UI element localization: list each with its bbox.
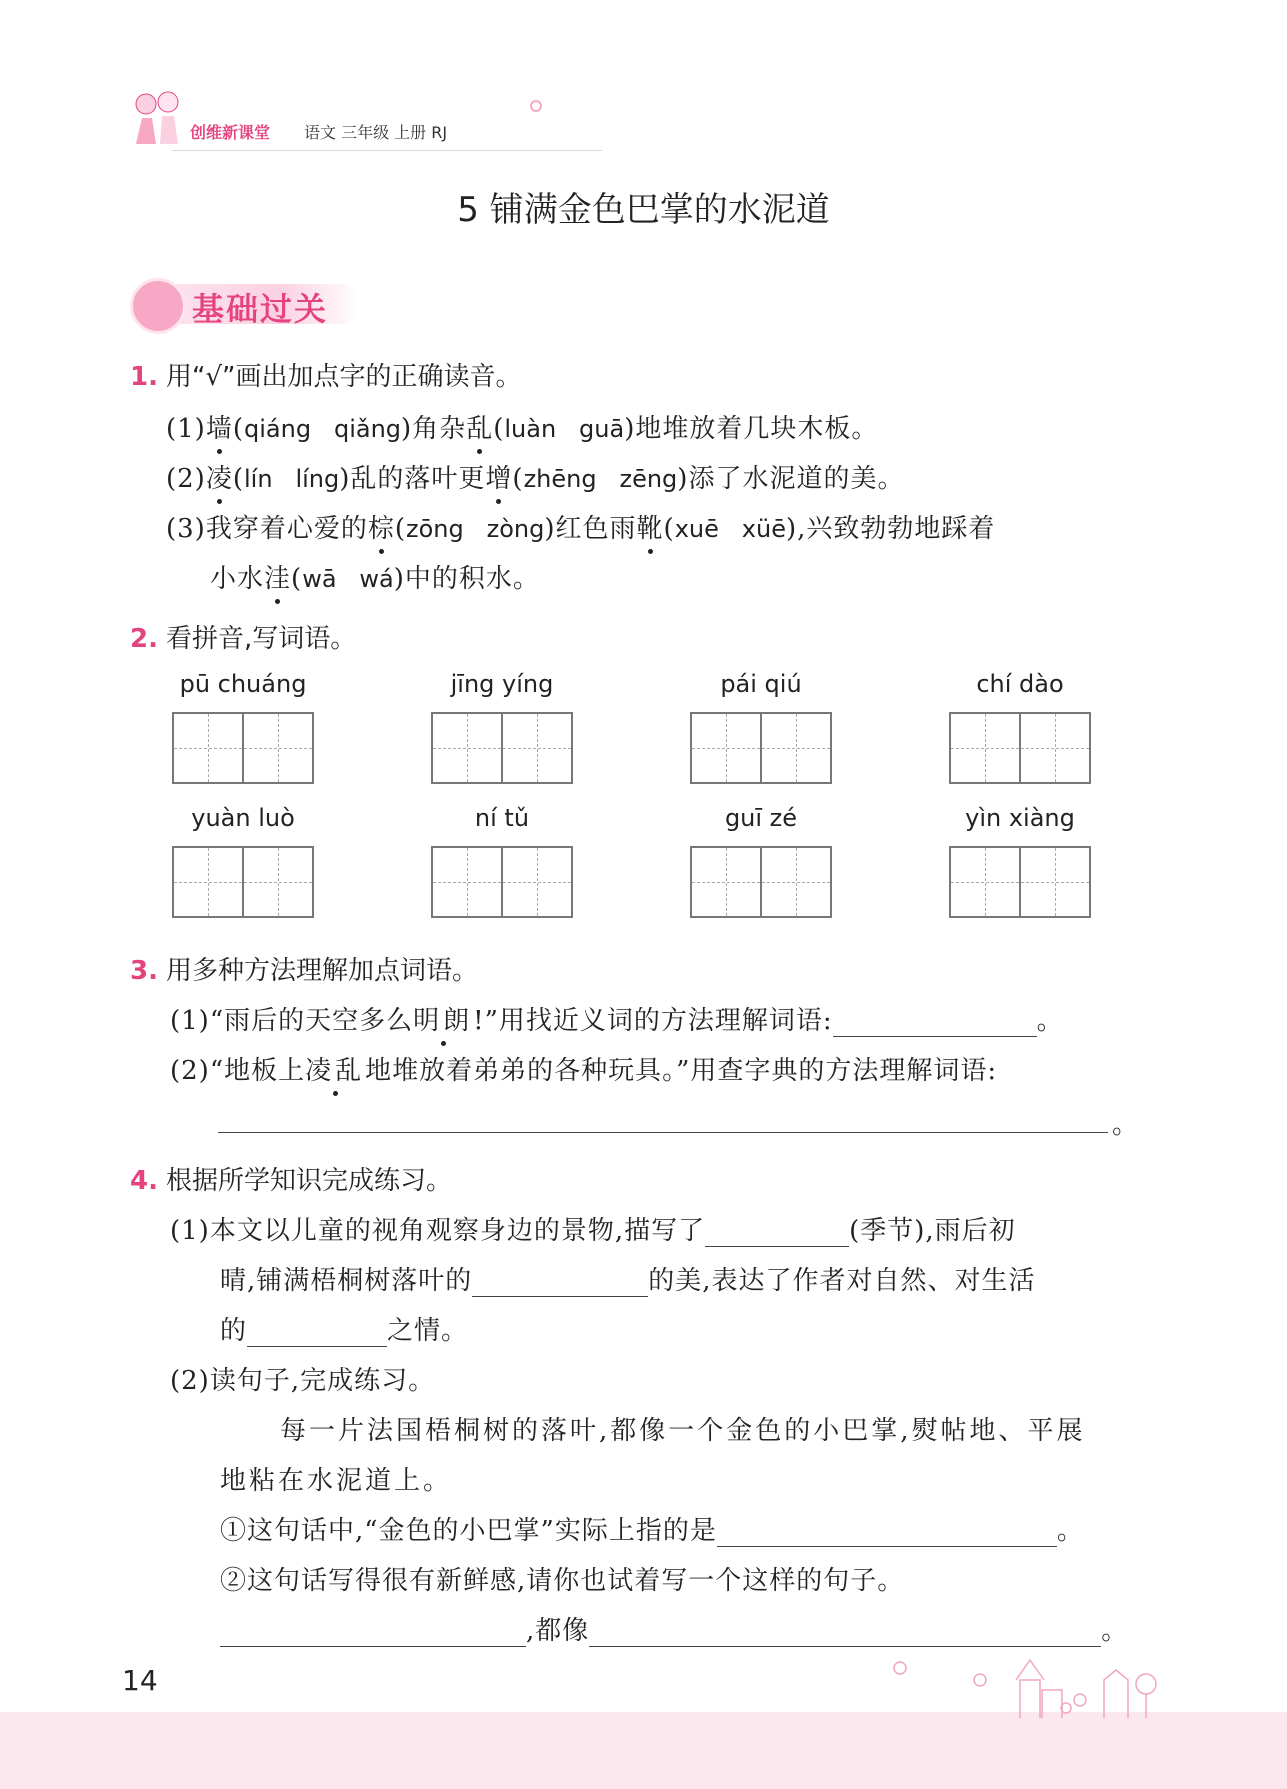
text: 小水 <box>210 564 265 594</box>
question-1-heading <box>130 356 521 393</box>
text: ),兴致勃勃地踩着 <box>785 514 996 544</box>
item-label: (1) <box>166 414 206 444</box>
question-text: 用多种方法理解加点词语。 <box>165 956 478 986</box>
book-info: 语文 三年级 上册 RJ <box>304 123 448 142</box>
pinyin-label: yìn xiàng <box>965 804 1075 832</box>
question-number: 3. <box>130 956 158 986</box>
text: )红色雨 <box>544 514 637 544</box>
writing-grid[interactable] <box>172 712 314 784</box>
pinyin-option[interactable]: líng <box>295 465 340 493</box>
pinyin-writing-box <box>431 670 573 784</box>
paren: ( <box>493 414 505 444</box>
writing-grid[interactable] <box>949 846 1091 918</box>
header-divider <box>172 150 602 151</box>
text: 的 <box>220 1316 248 1346</box>
text: !”用找近义词的方法理解词语: <box>473 1006 833 1036</box>
text: 之情。 <box>387 1316 469 1346</box>
writing-grid[interactable] <box>690 712 832 784</box>
text: 。 <box>1101 1616 1129 1646</box>
sub-question-2: (2)读句子,完成练习。 <box>170 1366 436 1396</box>
answer-blank[interactable] <box>589 1618 1101 1647</box>
pinyin-option[interactable]: luàn <box>504 415 557 443</box>
pinyin-option[interactable]: xüē <box>741 515 786 543</box>
dotted-word: 凌乱 <box>305 1050 365 1087</box>
q1-item-1 <box>166 408 878 445</box>
text: 地堆放着弟弟的各种玩具。”用查字典的方法理解词语: <box>365 1056 998 1086</box>
pinyin-label: jīng yíng <box>450 670 554 698</box>
writing-grid[interactable] <box>690 846 832 918</box>
item-label: (3)我穿着心爱的 <box>166 514 368 544</box>
footer-band <box>0 1712 1287 1789</box>
dotted-char: 增 <box>485 458 512 495</box>
question-text: 根据所学知识完成练习。 <box>165 1166 452 1196</box>
pinyin-label: pái qiú <box>720 670 802 698</box>
pinyin-writing-box <box>690 804 832 918</box>
text: )地堆放着几块木板。 <box>624 414 879 444</box>
castle-decoration-icon <box>870 1650 1170 1720</box>
answer-blank[interactable] <box>705 1218 849 1247</box>
paren: ( <box>232 414 245 444</box>
writing-grid[interactable] <box>431 846 573 918</box>
dotted-char: 凌 <box>206 458 233 495</box>
question-text: 用“√”画出加点字的正确读音。 <box>165 362 522 392</box>
text: )添了水泥道的美。 <box>677 464 905 494</box>
text: )中的积水。 <box>393 564 540 594</box>
writing-grid[interactable] <box>172 846 314 918</box>
paren: ( <box>394 514 407 544</box>
pinyin-writing-box <box>949 670 1091 784</box>
pinyin-writing-box <box>172 804 314 918</box>
text: 。 <box>1112 1110 1140 1140</box>
q3-line-2 <box>170 1050 997 1087</box>
question-number: 1. <box>130 362 158 392</box>
pinyin-writing-box <box>431 804 573 918</box>
pinyin-option[interactable]: zēng <box>619 465 678 493</box>
text: (季节),雨后初 <box>849 1216 1016 1246</box>
paren: ( <box>291 564 303 594</box>
answer-blank[interactable] <box>247 1318 387 1347</box>
q4-para-1-line-3 <box>220 1310 468 1347</box>
text: 晴,铺满梧桐树落叶的 <box>220 1266 473 1296</box>
pinyin-option[interactable]: zōng <box>406 515 464 543</box>
answer-blank[interactable] <box>218 1100 1108 1133</box>
answer-blank[interactable] <box>717 1518 1057 1547</box>
quoted-sentence: 每一片法国梧桐树的落叶,都像一个金色的小巴掌,熨帖地、平展 <box>280 1416 1086 1446</box>
question-3-heading <box>130 950 478 987</box>
pinyin-option[interactable]: lín <box>244 465 273 493</box>
text: (1)“雨后的天空多么 <box>170 1006 414 1036</box>
page-header <box>128 84 628 154</box>
pinyin-label: chí dào <box>976 670 1064 698</box>
text: )乱的落叶更 <box>339 464 486 494</box>
pinyin-writing-box <box>172 670 314 784</box>
paren: ( <box>512 464 524 494</box>
pinyin-option[interactable]: xuē <box>674 515 719 543</box>
answer-blank[interactable] <box>833 1008 1037 1037</box>
q4-para-1-line-1 <box>170 1210 1016 1247</box>
text: )角杂 <box>401 414 467 444</box>
dotted-char: 墙 <box>206 408 233 445</box>
paren: ( <box>663 514 675 544</box>
text: 的美,表达了作者对自然、对生活 <box>648 1266 1036 1296</box>
question-2-heading <box>130 618 356 655</box>
pinyin-option[interactable]: zhēng <box>523 465 597 493</box>
paren: ( <box>232 464 245 494</box>
q4-para-1-line-2 <box>220 1260 1036 1297</box>
question-4-heading <box>130 1160 452 1197</box>
q4-item-2-answer <box>220 1610 1128 1647</box>
text: 。 <box>1036 1006 1064 1036</box>
pinyin-label: guī zé <box>724 804 798 832</box>
question-number: 4. <box>130 1166 158 1196</box>
pinyin-option[interactable]: wá <box>359 565 394 593</box>
pinyin-option[interactable]: qiáng <box>244 415 312 443</box>
flower-icon <box>526 96 546 116</box>
text: 。 <box>1056 1516 1084 1546</box>
dotted-char: 乱 <box>466 408 493 445</box>
dotted-char: 洼 <box>264 558 291 595</box>
dotted-word: 明朗 <box>413 1000 473 1037</box>
badge-avatar-icon <box>130 278 186 334</box>
text: (1)本文以儿童的视角观察身边的景物,描写了 <box>170 1216 706 1246</box>
q4-item-1 <box>220 1510 1084 1547</box>
question-number: 2. <box>130 624 158 654</box>
q1-item-3-continued <box>210 558 540 595</box>
text: ,都像 <box>526 1616 590 1646</box>
pinyin-writing-box <box>949 804 1091 918</box>
q3-line-1 <box>170 1000 1064 1037</box>
page-number: 14 <box>122 1664 158 1697</box>
brand-name: 创维新课堂 <box>190 123 271 142</box>
q1-item-2 <box>166 458 904 495</box>
children-mascot-icon <box>128 84 188 150</box>
section-badge <box>130 274 380 330</box>
answer-blank[interactable] <box>220 1618 526 1647</box>
pinyin-option[interactable]: wā <box>302 565 337 593</box>
answer-blank[interactable] <box>472 1268 648 1297</box>
writing-grid[interactable] <box>431 712 573 784</box>
question-text: 看拼音,写词语。 <box>165 624 357 654</box>
q1-item-3 <box>166 508 995 545</box>
writing-grid[interactable] <box>949 712 1091 784</box>
dotted-char: 靴 <box>637 508 664 545</box>
pinyin-writing-box <box>690 670 832 784</box>
pinyin-label: pū chuáng <box>179 670 307 698</box>
pinyin-label: yuàn luò <box>191 804 295 832</box>
section-title: 基础过关 <box>192 290 329 328</box>
item-label: (2) <box>166 464 206 494</box>
text: ①这句话中,“金色的小巴掌”实际上指的是 <box>220 1516 717 1546</box>
page-title: 5 铺满金色巴掌的水泥道 <box>457 190 830 230</box>
q4-item-2: ②这句话写得很有新鲜感,请你也试着写一个这样的句子。 <box>220 1566 905 1596</box>
quoted-sentence: 地粘在水泥道上。 <box>220 1466 453 1496</box>
text: (2)“地板上 <box>170 1056 306 1086</box>
pinyin-option[interactable]: qiǎng <box>333 415 402 443</box>
pinyin-option[interactable]: zòng <box>486 515 545 543</box>
pinyin-option[interactable]: guā <box>579 415 625 443</box>
pinyin-label: ní tǔ <box>474 804 530 832</box>
dotted-char: 棕 <box>368 508 395 545</box>
